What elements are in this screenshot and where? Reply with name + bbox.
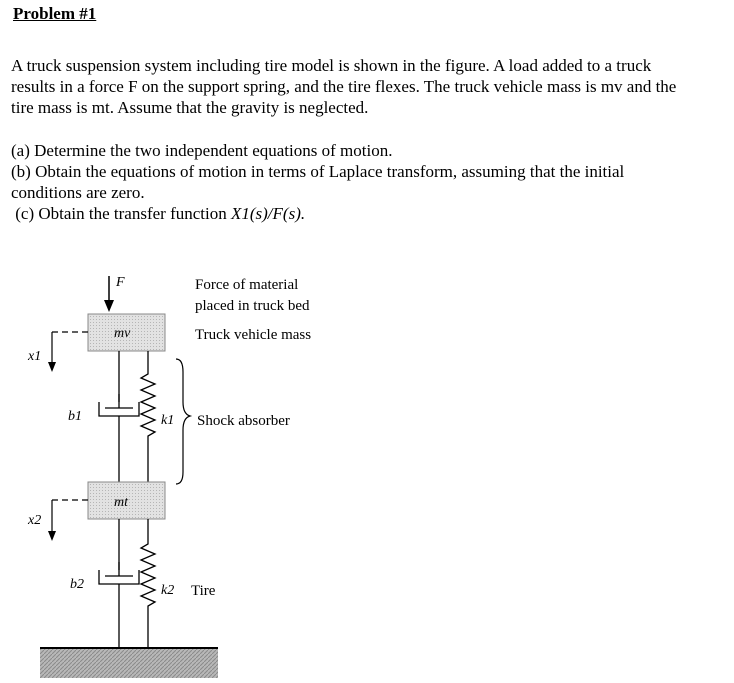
- problem-parts: [11, 140, 624, 224]
- force-arrow: [104, 276, 114, 312]
- vehicle-mass-annotation: Truck vehicle mass: [195, 327, 312, 343]
- statement-line-2: results in a force F on the support spring, and the tire flexes. The truck vehicle mass is mv and the: [11, 77, 677, 96]
- k1-label: k1: [161, 413, 175, 428]
- problem-statement: [11, 55, 676, 118]
- part-a: (a) Determine the two independent equations of motion.: [11, 141, 393, 160]
- x1-label: x1: [28, 349, 42, 364]
- part-c-text: (c) Obtain the transfer function: [11, 204, 231, 223]
- x2-displacement-arrow: [48, 500, 88, 541]
- upper-spring: [141, 351, 155, 482]
- suspension-diagram: [0, 262, 734, 683]
- lower-damper: [99, 519, 139, 648]
- tire-annotation: Tire: [191, 583, 216, 599]
- b1-label: b1: [68, 409, 82, 424]
- force-annotation-line-2: placed in truck bed: [195, 298, 310, 314]
- shock-absorber-annotation: Shock absorber: [197, 413, 290, 429]
- problem-heading: Problem #1: [13, 4, 97, 23]
- part-b: (b) Obtain the equations of motion in terms of Laplace transform, assuming that the initial: [11, 162, 625, 181]
- transfer-function: X1(s)/F(s).: [230, 204, 306, 223]
- upper-damper: [99, 351, 139, 482]
- b2-label: b2: [70, 577, 84, 592]
- k2-label: k2: [161, 583, 175, 598]
- statement-line-1: A truck suspension system including tire model is shown in the figure. A load added to a truck: [11, 56, 652, 75]
- ground-hatch: [40, 649, 218, 678]
- x1-displacement-arrow: [48, 332, 88, 372]
- shock-absorber-bracket: [176, 359, 190, 484]
- force-label: F: [116, 275, 125, 290]
- x2-label: x2: [28, 513, 42, 528]
- part-c: [11, 203, 624, 224]
- force-annotation-line-1: Force of material: [195, 277, 299, 293]
- statement-line-3: tire mass is mt. Assume that the gravity is neglected.: [11, 98, 369, 117]
- part-b-continued: conditions are zero.: [11, 183, 145, 202]
- lower-spring: [141, 519, 155, 648]
- vehicle-mass-label: mv: [114, 326, 131, 341]
- tire-mass-label: mt: [114, 495, 128, 510]
